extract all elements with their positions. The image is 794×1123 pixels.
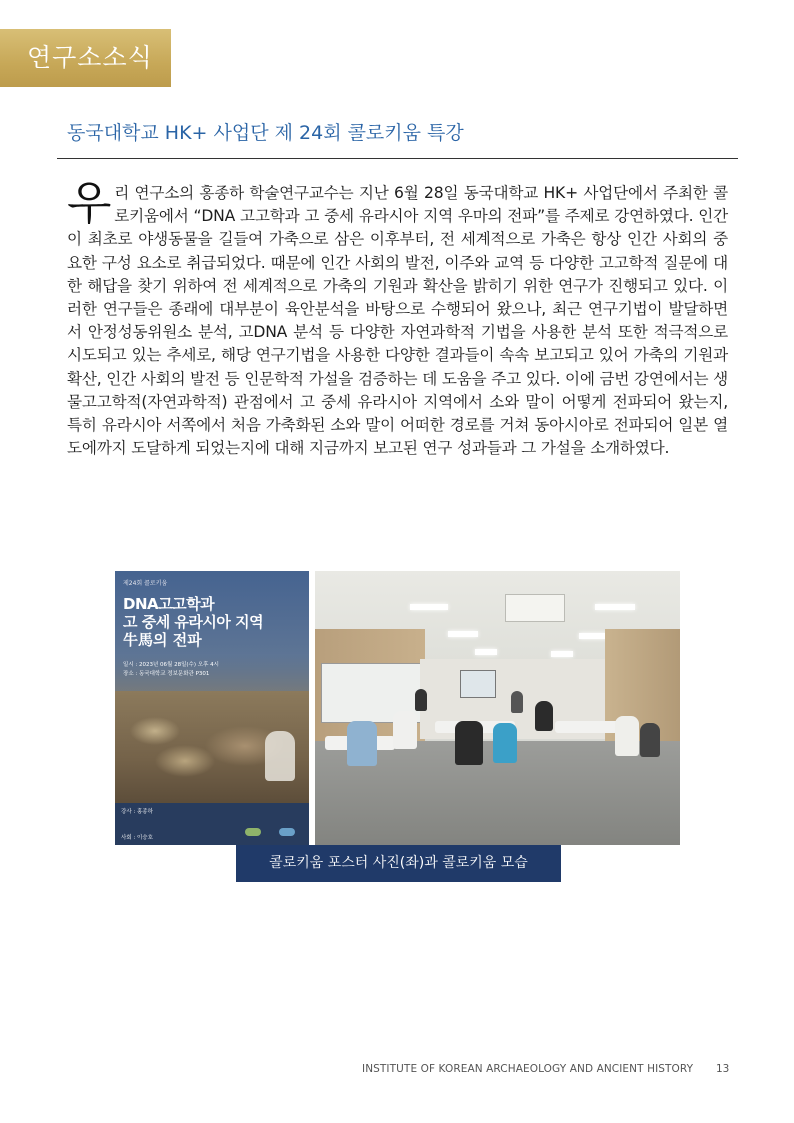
ceiling-vent [505, 594, 565, 622]
photo-caption: 콜로키움 포스터 사진(좌)과 콜로키움 모습 [236, 845, 561, 882]
poster-title-line1: DNA고고학과 [123, 595, 215, 613]
article-body-text: 리 연구소의 홍종하 학술연구교수는 지난 6월 28일 동국대학교 HK+ 사업단에서 주최한 콜로키움에서 “DNA 고고학과 고 중세 유라시아 지역 우마의 전파”를 주제로 강연하였다. 인간이 최초로 야생동물을 길들여 가축으로 삼은 이후부터, 전 세계적으로 가축은 항상 인간 사회의 중요한 구성 요소로 취급되었다. 때문에 인간 사회의 발전, 이주와 교역 등 다양한 고고학적 질문에 대한 해답을 찾기 위하여 전 세계적으로 가축의 기원과 확산을 밝히기 위한 연구가 진행되고 있다. 이러한 연구들은 종래에 대부분이 육안분석을 바탕으로 수행되어 왔으나, 최근 연구기법이 발달하면서 안정성동위원소 분석, 고DNA 분석 등 다양한 자연과학적 기법을 사용한 분석 또한 적극적으로 시도되고 있는 추세로, 해당 연구기법을 사용한 다양한 결과들이 속속 보고되고 있어 가축의 기원과 확산, 인간 사회의 발전 등 인문학적 가설을 검증하는 데 도움을 주고 있다. 이에 금번 강연에서는 생물고고학적(자연과학적) 관점에서 고 중세 유라시아 지역에서 소와 말이 어떻게 전파되어 왔는지, 특히 유라시아 서쪽에서 처음 가축화된 소와 말이 어떠한 경로를 거쳐 동아시아로 전파되어 일본 열도에까지 도달하게 되었는지에 대해 지금까지 보고된 연구 성과들과 그 가설을 소개하였다. [67, 184, 728, 458]
poster-series-label: 제24회 콜로키움 [123, 580, 168, 587]
attendee [455, 721, 483, 765]
attendee [493, 723, 517, 763]
ceiling-light [448, 631, 478, 637]
ceiling-light [410, 604, 448, 610]
footer-institute: INSTITUTE OF KOREAN ARCHAEOLOGY AND ANCIENT HISTORY [362, 1063, 694, 1075]
attendee [640, 723, 660, 757]
colloquium-poster-image [115, 571, 309, 845]
poster-date: 일시 : 2023년 06월 28일(수) 오후 4시 [123, 662, 219, 668]
attendee [615, 716, 639, 756]
poster-logo-2 [279, 828, 295, 836]
ceiling-light [579, 633, 607, 639]
title-divider [57, 158, 738, 159]
section-tab: 연구소소식 [0, 29, 171, 87]
attendee [415, 689, 427, 711]
poster-title-line2: 고 중세 유라시아 지역 [123, 613, 264, 631]
excavator-figure [265, 731, 295, 781]
ceiling-light [551, 651, 573, 657]
attendee [511, 691, 523, 713]
article-title: 동국대학교 HK+ 사업단 제 24회 콜로키움 특강 [67, 122, 464, 144]
attendee [535, 701, 553, 731]
ceiling-light [475, 649, 497, 655]
poster-logo-1 [245, 828, 261, 836]
article-body [67, 176, 728, 460]
projection-screen [460, 670, 496, 698]
poster-title-line3: 牛馬의 전파 [123, 631, 202, 649]
poster-venue: 장소 : 동국대학교 정보문화관 P301 [123, 671, 210, 677]
poster-speaker: 강사 : 홍종하 [121, 809, 153, 815]
page-number: 13 [716, 1063, 730, 1075]
drop-cap: 우 [67, 176, 112, 230]
poster-moderator: 사회 : 이승호 [121, 835, 153, 841]
attendee [393, 711, 417, 749]
colloquium-photo [315, 571, 680, 845]
attendee [347, 721, 377, 766]
ceiling-light [595, 604, 635, 610]
